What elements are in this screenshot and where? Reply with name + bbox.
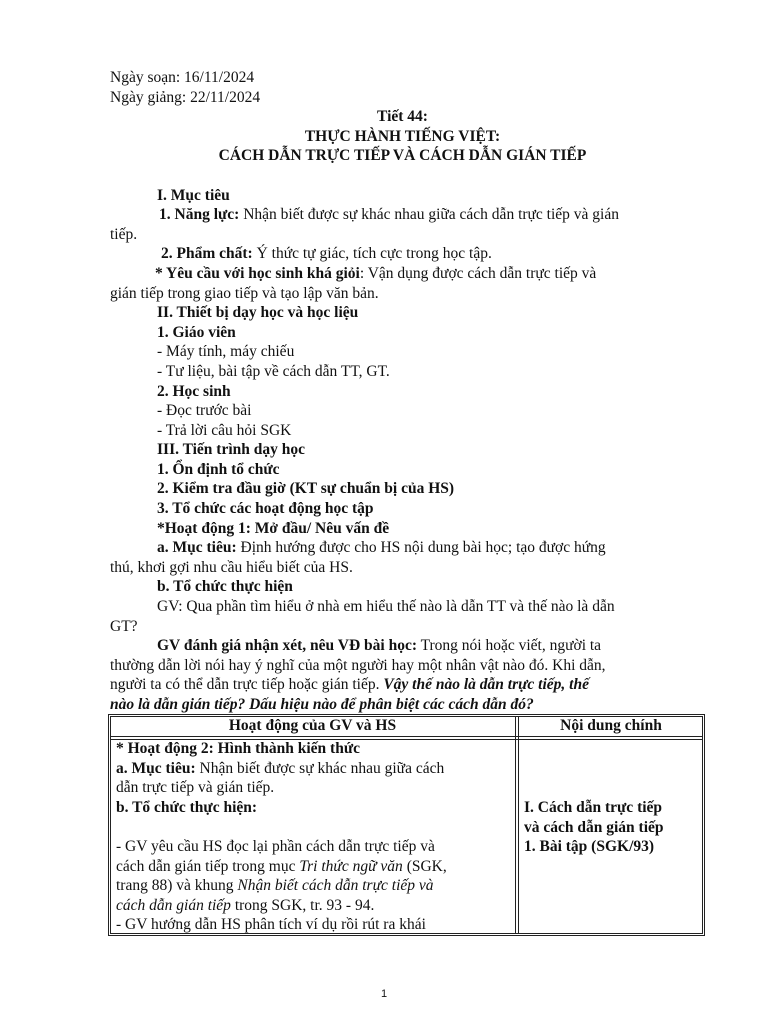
gifted-label: * Yêu cầu với học sinh khá giỏi (155, 264, 360, 282)
competence-line-1 (110, 205, 695, 225)
gv-eval-line-1 (110, 636, 695, 656)
gv-task-line-4 (116, 896, 510, 916)
objectives-heading: I. Mục tiêu (157, 186, 230, 204)
activity-1-objective-line-1 (110, 538, 695, 558)
gv-eval-text-3: người ta có thể dẫn trực tiếp hoặc gián tiếp. (110, 676, 384, 694)
table-header-content: Nội dung chính (560, 717, 662, 734)
gv-task-line-2 (116, 857, 510, 877)
activity-1-objective-text-1: Định hướng được cho HS nội dung bài học; tạo được hứng (236, 539, 606, 557)
date-prepared: Ngày soạn: 16/11/2024 (110, 69, 255, 86)
equipment-heading: II. Thiết bị dạy học và học liệu (157, 304, 359, 322)
quality-label: 2. Phẩm chất: (161, 245, 253, 263)
competence-line-2: tiếp. (110, 225, 138, 243)
gv-eval-line-3 (110, 675, 695, 695)
gv-eval-question-2: nào là dẫn gián tiếp? Dấu hiệu nào để phân biệt các cách dẫn đó? (110, 696, 534, 713)
student-item-1: - Đọc trước bài (157, 402, 252, 420)
teacher-heading: 1. Giáo viên (157, 323, 236, 341)
step-1: 1. Ổn định tổ chức (157, 460, 280, 478)
gifted-line-2: gián tiếp trong giao tiếp và tạo lập văn bản. (110, 284, 379, 302)
gifted-line-1 (110, 264, 695, 284)
gv-task-line-3 (116, 876, 510, 896)
gv-task-text: cách dẫn gián tiếp trong mục (116, 857, 300, 875)
quality-text: Ý thức tự giác, tích cực trong học tập. (252, 245, 492, 263)
activity-1-heading: *Hoạt động 1: Mở đầu/ Nêu vấn đề (157, 519, 390, 537)
activity-2-objective-label: a. Mục tiêu: (116, 759, 196, 777)
teacher-item-2: - Tư liệu, bài tập về cách dẫn TT, GT. (157, 362, 390, 380)
competence-label: 1. Năng lực: (159, 206, 240, 224)
content-line-2: và cách dẫn gián tiếp (524, 818, 664, 836)
activity-2-objective-text-1: Nhận biết được sự khác nhau giữa cách (195, 759, 445, 777)
step-2: 2. Kiểm tra đầu giờ (KT sự chuẩn bị của HS) (157, 480, 455, 498)
gv-eval-text-1: Trong nói hoặc viết, người ta (416, 637, 602, 655)
quality-line (110, 244, 695, 264)
lesson-number: Tiết 44: (377, 108, 428, 126)
gv-eval-label: GV đánh giá nhận xét, nêu VĐ bài học: (157, 637, 417, 655)
activity-2-organize-label: b. Tổ chức thực hiện: (116, 798, 258, 816)
gv-task-line-1: - GV yêu cầu HS đọc lại phần cách dẫn trực tiếp và (116, 837, 435, 855)
activity-1-objective-label: a. Mục tiêu: (157, 539, 237, 557)
process-heading: III. Tiến trình dạy học (157, 441, 306, 459)
activity-1-objective-line-2: thú, khơi gợi nhu cầu hiểu biết của HS. (110, 558, 353, 576)
step-3: 3. Tổ chức các hoạt động học tập (157, 500, 374, 518)
date-taught: Ngày giảng: 22/11/2024 (110, 88, 261, 106)
title-line-1: THỰC HÀNH TIẾNG VIỆT: (304, 127, 501, 145)
title-line-2: CÁCH DẪN TRỰC TIẾP VÀ CÁCH DẪN GIÁN TIẾP (218, 147, 587, 165)
content-line-1: I. Cách dẫn trực tiếp (524, 799, 663, 816)
gv-task-text: trang 88) và khung (116, 877, 238, 895)
table-cell-content (524, 798, 699, 857)
table-column-divider (515, 716, 516, 934)
student-item-2: - Trả lời câu hỏi SGK (157, 421, 292, 439)
activity-1-organize-label: b. Tổ chức thực hiện (157, 578, 293, 596)
table-column-divider (518, 716, 519, 934)
activity-2-heading: * Hoạt động 2: Hình thành kiến thức (116, 740, 361, 757)
table-header-activities: Hoạt động của GV và HS (228, 717, 397, 734)
gv-eval-question-1: Vậy thế nào là dẫn trực tiếp, thế (383, 676, 589, 694)
gv-task-italic: Tri thức ngữ văn (299, 857, 403, 875)
teacher-item-1: - Máy tính, máy chiếu (157, 343, 295, 361)
document-body (110, 68, 695, 715)
spacer (116, 817, 510, 837)
gifted-text-1: : Vận dụng được cách dẫn trực tiếp và (359, 264, 597, 282)
activity-2-objective-line-1 (116, 759, 510, 779)
page-number: 1 (380, 988, 388, 1000)
table-cell-activities (116, 739, 510, 935)
spacer (110, 166, 695, 186)
table-header-divider (110, 736, 703, 737)
gv-eval-line-2: thường dẫn lời nói hay ý nghĩ của một người hay một nhân vật nào đó. Khi dẫn, (110, 656, 606, 674)
gv-guide-line-1: - GV hướng dẫn HS phân tích ví dụ rồi rút ra khái (116, 916, 426, 934)
gv-question-line-1: GV: Qua phần tìm hiểu ở nhà em hiểu thế nào là dẫn TT và thế nào là dẫn (157, 598, 615, 616)
gv-task-text: trong SGK, tr. 93 - 94. (230, 896, 375, 914)
gv-question-line-2: GT? (110, 617, 138, 635)
competence-text-1: Nhận biết được sự khác nhau giữa cách dẫn trực tiếp và gián (239, 206, 619, 224)
student-heading: 2. Học sinh (157, 382, 231, 400)
gv-task-italic: cách dẫn gián tiếp (116, 896, 231, 914)
activity-2-objective-line-2: dẫn trực tiếp và gián tiếp. (116, 779, 275, 797)
gv-task-italic: Nhận biết cách dẫn trực tiếp và (237, 877, 434, 895)
gv-task-text: (SGK, (402, 857, 447, 875)
content-line-3: 1. Bài tập (SGK/93) (524, 838, 655, 856)
